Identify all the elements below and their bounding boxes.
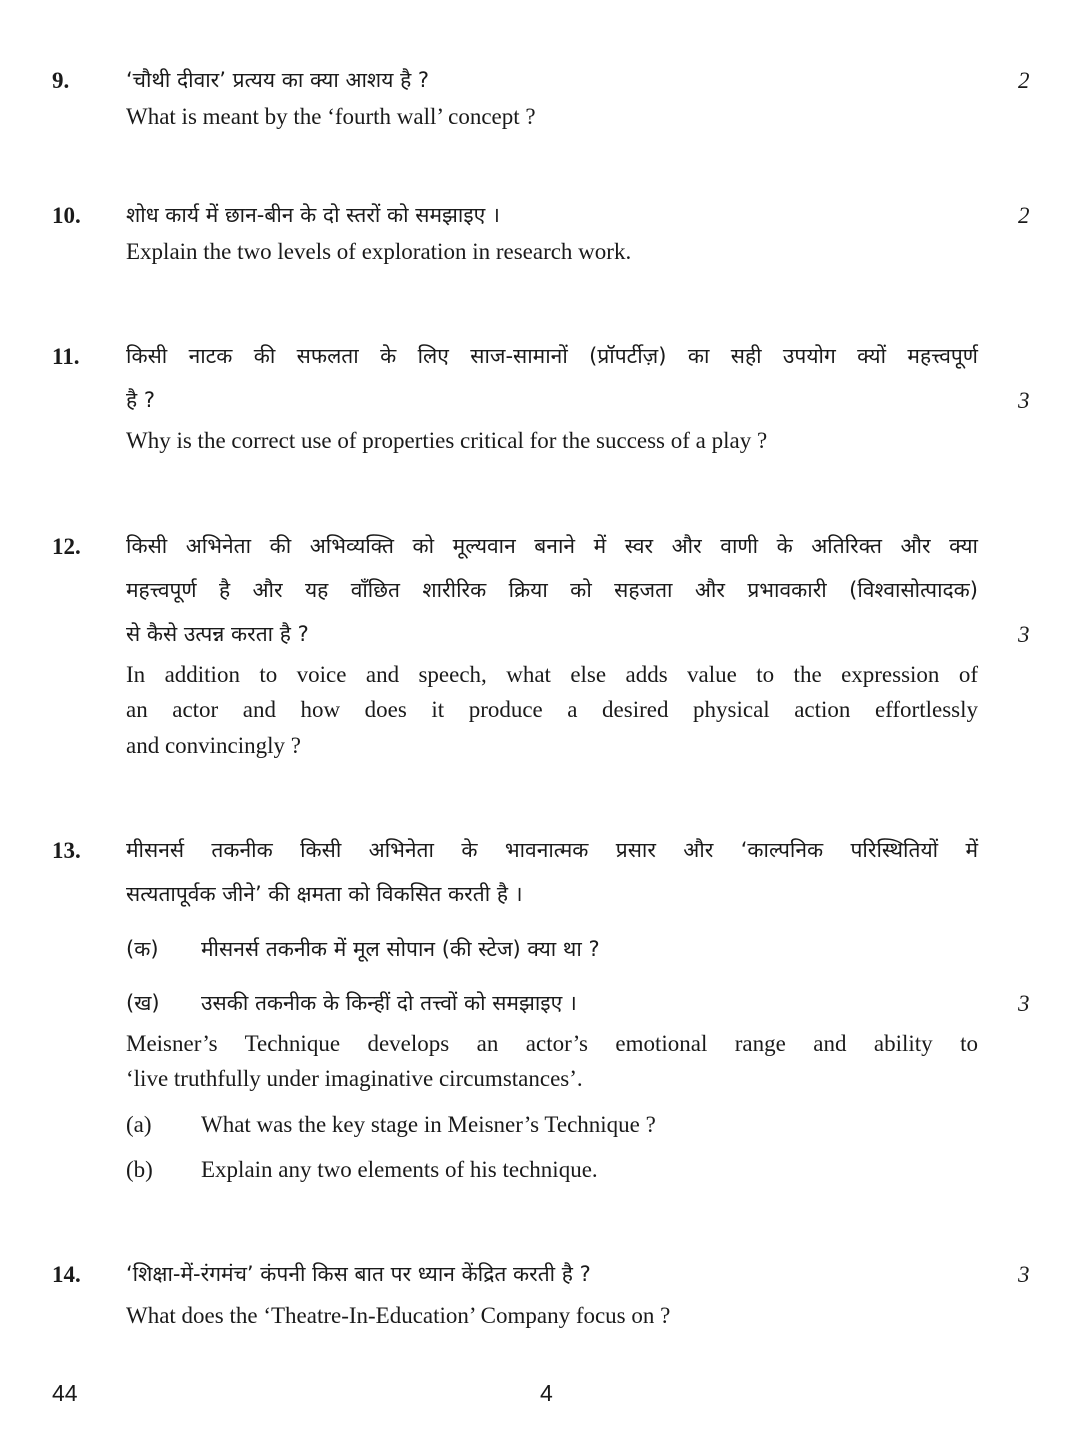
question-text-hindi: ‘शिक्षा-में-रंगमंच’ कंपनी किस बात पर ध्यान केंद्रित करती है ?: [126, 1262, 591, 1286]
question-text-hindi: मीसनर्स तकनीक किसी अभिनेता के भावनात्मक प्रसार और ‘काल्पनिक परिस्थितियों में: [126, 838, 978, 862]
question-text-hindi: सत्यतापूर्वक जीने’ की क्षमता को विकसित करती है ।: [126, 882, 523, 906]
question-number: 12.: [52, 534, 81, 559]
sub-question-english: Explain any two elements of his technique.: [201, 1157, 598, 1182]
question-number: 10.: [52, 203, 81, 228]
marks: 2: [1018, 203, 1030, 228]
sub-label: (ख): [126, 991, 160, 1015]
question-text-hindi: है ?: [126, 388, 155, 412]
question-text-english: Explain the two levels of exploration in research work.: [126, 239, 632, 264]
question-text-english: Why is the correct use of properties critical for the success of a play ?: [126, 428, 768, 453]
question-number: 11.: [52, 344, 80, 369]
sub-question-hindi: उसकी तकनीक के किन्हीं दो तत्त्वों को समझाइए ।: [201, 991, 577, 1015]
sub-question-hindi: मीसनर्स तकनीक में मूल सोपान (की स्टेज) क्या था ?: [201, 937, 600, 961]
question-number: 13.: [52, 838, 81, 863]
sub-question-english: What was the key stage in Meisner’s Technique ?: [201, 1112, 656, 1137]
marks: 3: [1018, 388, 1030, 413]
sub-label: (a): [126, 1112, 152, 1137]
question-text-english: What does the ‘Theatre-In-Education’ Company focus on ?: [126, 1303, 671, 1328]
marks: 3: [1018, 991, 1030, 1016]
page-number: 4: [540, 1380, 553, 1406]
question-text-english: and convincingly ?: [126, 733, 302, 758]
sub-label: (b): [126, 1157, 153, 1182]
question-text-english: ‘live truthfully under imaginative circumstances’.: [126, 1066, 583, 1091]
marks: 2: [1018, 68, 1030, 93]
paper-code: 44: [52, 1380, 78, 1406]
marks: 3: [1018, 622, 1030, 647]
question-text-english: What is meant by the ‘fourth wall’ concept ?: [126, 104, 536, 129]
question-number: 14.: [52, 1262, 81, 1287]
question-text-english: an actor and how does it produce a desired physical action effortlessly: [126, 697, 978, 722]
question-text-hindi: ‘चौथी दीवार’ प्रत्यय का क्या आशय है ?: [126, 68, 430, 92]
question-text-hindi: महत्त्वपूर्ण है और यह वाँछित शारीरिक क्रिया को सहजता और प्रभावकारी (विश्वासोत्पादक): [126, 578, 978, 602]
sub-label: (क): [126, 937, 159, 961]
question-text-english: In addition to voice and speech, what else adds value to the expression of: [126, 662, 978, 687]
marks: 3: [1018, 1262, 1030, 1287]
question-text-hindi: किसी नाटक की सफलता के लिए साज-सामानों (प्रॉपर्टीज़) का सही उपयोग क्यों महत्त्वपूर्ण: [126, 344, 978, 368]
question-text-hindi: किसी अभिनेता की अभिव्यक्ति को मूल्यवान बनाने में स्वर और वाणी के अतिरिक्त और क्या: [126, 534, 978, 558]
question-text-hindi: से कैसे उत्पन्न करता है ?: [126, 622, 309, 646]
question-number: 9.: [52, 68, 70, 93]
question-text-hindi: शोध कार्य में छान-बीन के दो स्तरों को समझाइए ।: [126, 203, 500, 227]
question-text-english: Meisner’s Technique develops an actor’s emotional range and ability to: [126, 1031, 978, 1056]
